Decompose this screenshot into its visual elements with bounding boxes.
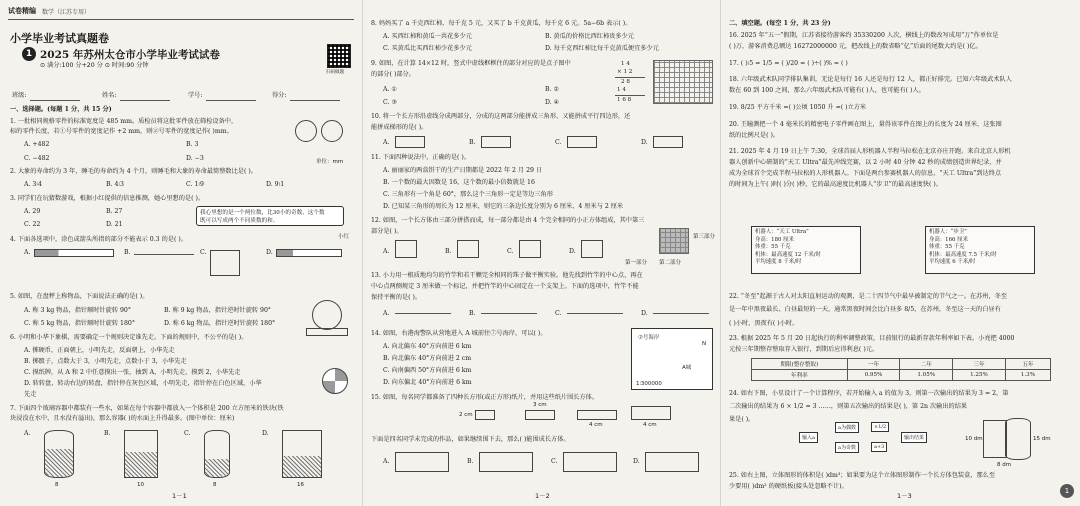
q12-cubes-d	[581, 240, 603, 258]
robot-1-height: 身高：180 厘米	[755, 236, 794, 243]
table-cell: 五年	[1005, 359, 1050, 370]
robot-1-weight: 体重：55 千克	[755, 244, 791, 250]
q4-bar-figure-d	[276, 249, 342, 257]
question-4: 4. 下面各选项中，涂色或箭头所指的部分不能表示 0.3 的是( )。	[10, 236, 187, 243]
card-dim-3: 4 cm	[589, 422, 603, 428]
water-a	[45, 449, 73, 477]
solid-dim-1: 10 dm	[965, 436, 983, 442]
q5-option-d[interactable]: D. 称 6 kg 物品，指针逆时针旋转 180°	[164, 320, 276, 327]
card-dim-1: 2 cm	[459, 412, 473, 418]
card-4x2	[577, 410, 617, 420]
q14-option-b[interactable]: B. 向北偏东 40°方向前进 2 cm	[383, 355, 472, 362]
q11-option-c[interactable]: C. 三角形有一个角是 60°，那么这个三角形一定是等边三角形	[383, 191, 553, 198]
card-4x3	[631, 406, 671, 420]
class-label: 班级:	[12, 92, 27, 99]
container-c-cylinder	[204, 430, 230, 478]
city-label: A城	[682, 365, 692, 371]
page-1-3	[720, 0, 1080, 506]
question-13: 13. 小力用一根质地均匀的竹竿和若干颗完全相同的珠子做平衡实验。他先找到竹竿的中心点，再在	[371, 272, 643, 279]
q7-option-a[interactable]: A.	[24, 430, 31, 437]
q10-option-a[interactable]: A.	[383, 139, 390, 146]
qr-label: 扫码做题	[326, 70, 344, 75]
question-25-cont: 少要用( )dm² 的硬纸板(接头处忽略不计)。	[729, 483, 848, 490]
robot-card-tiangong	[751, 226, 861, 274]
q15-net-c	[563, 452, 617, 472]
table-cell: 期限(整存整取)	[752, 359, 848, 370]
q10-option-c[interactable]: C.	[555, 139, 562, 146]
question-12: 12. 如图，一个长方体由三部分拼搭而成，每一部分都是由 4 个完全相同的小正方体组成，其中第三	[371, 217, 645, 224]
character-name: 小红	[338, 234, 350, 240]
q12-label-1: 第一部分	[625, 260, 648, 266]
question-11: 11. 下面四种说法中，正确的是( )。	[371, 154, 471, 161]
q6-option-d[interactable]: D. 转转盘，转动右边的转盘，指针停在灰色区域，小明先走，指针停在白色区域，小华	[24, 380, 262, 387]
q10-option-b[interactable]: B.	[469, 139, 476, 146]
q14-map-figure	[631, 328, 713, 390]
gear-2-icon	[321, 120, 343, 142]
spinner-icon	[322, 368, 348, 394]
water-d	[283, 456, 321, 477]
question-7: 7. 下面四个玻璃容器中都装有一些水，如果在每个容器中都放入一个体积是 200 立方厘米的铁块(铁	[10, 405, 284, 412]
container-a-cylinder	[44, 430, 74, 478]
table-row	[752, 370, 1051, 381]
flow-add3: a+3	[871, 442, 887, 452]
question-19: 19. 8/25 平方千米 =( )公顷 1050 升 =( )立方米	[729, 104, 867, 111]
table-cell: 1.25%	[953, 370, 1006, 381]
q10-rect-a	[395, 136, 425, 148]
card-3x2	[525, 410, 555, 420]
question-5: 5. 如图，在盘秤上称物品，下面说法正确的是( )。	[10, 293, 149, 300]
question-20: 20. 王瞳测把一个 4 毫米长的精密电子零件画在图上，量得该零件在图上的长度为 24 厘米，这张图	[729, 121, 1002, 128]
question-9-cont: 的部分( )部分。	[371, 71, 415, 78]
vertical-multiplication: 1 4 × 1 2 2 8 1 4 1 6 8	[615, 60, 647, 104]
q13-option-b[interactable]: B.	[469, 310, 476, 317]
q12-option-a[interactable]: A.	[383, 248, 390, 255]
flow-half: ×1/2	[871, 422, 889, 432]
q14-option-d[interactable]: D. 向东偏北 40°方向前进 6 km	[383, 379, 472, 386]
map-scale: 1∶300000	[636, 381, 662, 387]
q12-label-2: 第二部分	[659, 260, 682, 266]
container-b-cube	[124, 430, 158, 478]
flow-output: 输出结果	[901, 432, 927, 443]
q12-cubes-b	[457, 240, 479, 258]
q7-option-d[interactable]: D.	[262, 430, 269, 437]
q12-option-c[interactable]: C.	[507, 248, 514, 255]
question-13-cont: 中心点两侧规定 3 厘米做一个标记，并把竹竿的中心固定在一个支架上。下面的选项中，竹竿不能	[371, 283, 639, 290]
q15-net-b	[479, 452, 533, 472]
question-21-cont3: 的时间为上午( )时( )分( )秒，它的最高速度比机器人“步卫”的最高速度快( )。	[729, 181, 942, 188]
question-14: 14. 如图，右港海警队从营地进入 A 城前往⑦号海岸，可以( )。	[371, 330, 547, 337]
q10-rect-d	[653, 136, 683, 148]
solid-dim-3: 8 dm	[997, 462, 1012, 468]
q10-rect-c	[567, 136, 597, 148]
dot-grid-figure	[653, 60, 713, 104]
question-12-cont: 部分是( )。	[371, 228, 403, 235]
page-number: 1－3	[897, 492, 912, 500]
dim-c: 8	[213, 482, 217, 488]
robot-2-weight: 体重：55 千克	[929, 244, 965, 250]
q12-cubes-c	[519, 240, 541, 258]
q13-beam-d	[653, 313, 709, 314]
q15-option-c[interactable]: C.	[551, 458, 558, 465]
q2-option-c[interactable]: C. 1∶9	[186, 181, 204, 188]
robot-2-name: 机器人：“步卫”	[929, 229, 967, 235]
q6-option-d-cont: 先走	[24, 391, 37, 398]
section-title: 小学毕业考试真题卷	[10, 32, 109, 45]
q8-option-a[interactable]: A. 买西红柿和黄瓜一共花多少元	[383, 33, 472, 40]
question-24-cont: 二次输出的结果为 6 × 1/2 = 3 ……，则第五次输出的结果是( )，第 2n 次输出的结果	[729, 403, 968, 410]
card-dim-2: 3 cm	[533, 402, 547, 408]
name-label: 姓名:	[102, 92, 117, 99]
question-21-cont2: 成为全球首个完成半程马拉松的人形机器人。下面是两台参赛机器人的信息，“天工 Ultra”到达终点	[729, 170, 1002, 177]
question-22: 22. “冬至”起源于古人对太阳直射运动的观测，是二十四节气中最早被制定的节气之一。在苏州，冬至	[729, 293, 1008, 300]
brand-name: 试卷精编	[8, 7, 36, 15]
scale-base	[306, 328, 348, 336]
solid-dim-2: 15 dm	[1033, 436, 1051, 442]
name-field[interactable]	[120, 100, 170, 101]
q14-option-a[interactable]: A. 向北偏东 40°方向前进 6 km	[383, 343, 472, 350]
card-2x2	[475, 410, 495, 420]
id-label: 学号:	[188, 92, 203, 99]
q12-option-d[interactable]: D.	[569, 248, 576, 255]
page-1-2	[362, 0, 720, 506]
q6-option-b[interactable]: B. 掷骰子，点数大于 3，小明先走，点数小于 3，小华先走	[24, 358, 187, 365]
page-number: 1－2	[535, 492, 550, 500]
question-13-cont2: 保持平衡的是( )。	[371, 294, 422, 301]
robot-2-maxspeed: 机体：最高速度 7.5 千米/时	[929, 251, 997, 258]
question-18: 18. 六年级武术队同学排队集训，无论是每行 16 人还是每行 12 人，都正好排完。已知六年级武术队人	[729, 76, 1012, 83]
dim-a: 8	[55, 482, 59, 488]
q5-option-b[interactable]: B. 称 9 kg 物品，指针逆时针旋转 90°	[164, 307, 272, 314]
q11-option-d[interactable]: D. 已知某三角形的周长为 12 厘米，则它的三条边长度分别为 6 厘米、4 厘米与 2 厘米	[383, 203, 624, 210]
water-c	[205, 459, 229, 477]
part-heading: 一、选择题。(每题 1 分，共 15 分)	[10, 106, 112, 113]
north-arrow-icon: N	[702, 341, 707, 347]
bubble-text: 我心里想的是一个两位数，比30小的奇数，这个数	[200, 210, 325, 216]
q11-option-b[interactable]: B. 一个数的最大因数是 16，这个数的最小倍数就是 16	[383, 179, 535, 186]
q4-bar-figure	[34, 249, 114, 257]
robot-1-name: 机器人：“天工 Ultra”	[755, 229, 809, 235]
q7-option-b[interactable]: B.	[104, 430, 111, 437]
class-field[interactable]	[30, 100, 80, 101]
q12-label-3: 第三部分	[693, 234, 716, 240]
question-21-cont: 器人创新中心研制的“天工 Ultra”最先冲线完赛，以 2 小时 40 分钟 42 秒的成绩创造世界纪录，并	[729, 159, 1002, 166]
q15-option-b[interactable]: B.	[467, 458, 474, 465]
question-20-cont: 纸的比例尺是( )。	[729, 132, 780, 139]
q12-cuboid	[659, 228, 689, 254]
part-heading: 二、填空题。(每空 1 分，共 23 分)	[729, 20, 831, 27]
figure-unit: 单位：mm	[316, 159, 344, 165]
dim-d: 16	[297, 482, 304, 488]
question-24-cont2: 果是( )。	[729, 416, 755, 423]
id-field[interactable]	[206, 100, 256, 101]
exam-meta: ⊙ 满分:100 分+20 分 ⊙ 时间:90 分钟	[40, 62, 149, 69]
water-b	[125, 452, 157, 477]
dim-b: 10	[137, 482, 144, 488]
coast-label: ⑦号海岸	[638, 335, 660, 341]
question-22-cont: 是一年中黑夜最长、白昼最短的一天，通常黑夜时间会比白昼多 8/5，在苏州，冬至这一天的白昼有	[729, 306, 1001, 313]
interest-rate-table	[751, 358, 1051, 381]
q15-option-a[interactable]: A.	[383, 458, 390, 465]
robot-2-height: 身高：166 厘米	[929, 236, 968, 243]
question-23: 23. 根据 2025 年 5 月 20 日起执行的利率调整政策，目前银行的最新存款年利率如下表。小亮把 4000	[729, 335, 1015, 342]
question-7-cont: 块浸没在水中，且水没有溢出)，那么容器( )的水面上升得最多。(图中单位：厘米)	[10, 415, 235, 422]
q2-option-b[interactable]: B. 4∶3	[106, 181, 124, 188]
solid-half-cylinder	[1005, 418, 1031, 460]
q12-option-b[interactable]: B.	[445, 248, 452, 255]
q5-option-a[interactable]: A. 称 3 kg 物品，指针顺时针旋转 90°	[24, 307, 131, 314]
q7-option-c[interactable]: C.	[184, 430, 191, 437]
q6-option-c[interactable]: C. 摸纸牌，从 A 和 2 中任意摸出一张，抽到 A，小明先走，摸到 2，小华先走	[24, 369, 241, 376]
q13-option-c[interactable]: C.	[555, 310, 562, 317]
page-1-1	[0, 0, 362, 506]
question-6: 6. 小明和小华下象棋，需要确定一个规则决定谁先走。下面的规则中，不公平的是( )。	[10, 334, 248, 341]
flow-odd: a为奇数	[835, 442, 859, 453]
question-9: 9. 如图，在计算 14×12 时，竖式中虚线框框住的部分对应的是点子图中	[371, 60, 571, 67]
q4-number-line	[134, 254, 194, 255]
q15-net-d	[645, 452, 699, 472]
exam-number-badge: 1	[22, 47, 36, 61]
robot-1-maxspeed: 机体：最高速度 12 千米/时	[755, 251, 822, 258]
score-field[interactable]	[290, 100, 340, 101]
q9-option-b[interactable]: B. ②	[545, 86, 560, 93]
q10-option-d[interactable]: D.	[641, 139, 648, 146]
gear-1-icon	[295, 120, 317, 142]
table-cell: 一年	[847, 359, 900, 370]
card-dim-4: 4 cm	[643, 422, 657, 428]
header-bar	[8, 4, 90, 18]
scale-dial-icon	[312, 300, 342, 330]
question-15: 15. 如图，每名同学都准备了四种长方形(或正方形)纸片，并用这些纸片围长方体。	[371, 394, 599, 401]
robot-1-avgspeed: 平均速度 8 千米/时	[755, 259, 802, 265]
table-cell: 0.95%	[847, 370, 900, 381]
table-cell: 年利率	[752, 370, 848, 381]
page-number: 1－1	[172, 492, 187, 500]
q14-option-c[interactable]: C. 向南偏西 50°方向前进 6 km	[383, 367, 472, 374]
table-cell: 1.05%	[900, 370, 953, 381]
header-rule	[8, 19, 354, 20]
question-3: 3. 同学们在玩猜数游戏，根据小红提供的信息推测，她心里想的是( )。	[10, 195, 205, 202]
question-16: 16. 2025 年“五一”假期，江苏省接待游客约 35330200 人次，横线上的数改写成用“万”作单位是	[729, 32, 999, 39]
q1-option-a[interactable]: A. +482	[24, 141, 50, 148]
question-22-cont2: ( )小时，黑夜有( )小时。	[729, 320, 799, 327]
q4-option-a[interactable]: A.	[24, 249, 31, 256]
q9-option-c[interactable]: C. ③	[383, 99, 397, 106]
speech-bubble	[196, 206, 344, 226]
table-cell: 1.3%	[1005, 370, 1050, 381]
question-1: 1. 一批相同规格零件的标准宽度是 485 mm。质检员将这批零件放在筛检设备中，	[10, 118, 238, 125]
q4-abacus	[210, 250, 240, 276]
robot-2-avgspeed: 平均速度 6 千米/时	[929, 259, 976, 265]
q12-cubes-a	[395, 240, 417, 258]
solid-cuboid	[983, 420, 1007, 458]
q3-option-d[interactable]: D. 21	[106, 221, 123, 228]
question-8: 8. 妈妈买了 a 千克西红柿，每千克 5 元，又买了 b 千克黄瓜，每千克 6 元。5a−6b 表示( )。	[371, 20, 632, 27]
question-21: 21. 2025 年 4 月 19 日上午 7:30，全球首届人形机器人半程马拉松在北京亦庄开跑。来自北京人形机	[729, 148, 1011, 155]
q11-option-a[interactable]: A. 丽丽家的两盒饼干的生产日期都是 2022 年 2 月 29 日	[383, 167, 543, 174]
q13-beam-a	[395, 313, 451, 314]
exam-title: 2025 年苏州太仓市小学毕业考试试卷	[40, 49, 220, 61]
q2-option-a[interactable]: A. 3∶4	[24, 181, 42, 188]
q6-option-a[interactable]: A. 掷硬币，正面朝上，小明先走，反面朝上，小华先走	[24, 347, 175, 354]
q3-option-b[interactable]: B. 27	[106, 208, 123, 215]
question-24: 24. 如右下图，小星设计了一个计算程序，若开始输入 a 的值为 3，则第一次输出的结果为 3 = 2，第	[729, 390, 1009, 397]
container-d-box	[282, 430, 322, 478]
table-cell: 二年	[900, 359, 953, 370]
question-16-cont: ( )万，游客消费总额达 16272000000 元，把改线上的数省略“亿”后面的尾数大约是( )亿。	[729, 43, 982, 50]
q8-option-c[interactable]: C. 买黄瓜比买西红柿少花多少元	[383, 45, 472, 52]
question-18-cont: 数在 60 到 100 之间，那么六年级武术队可能有( )人，也可能有( )人。	[729, 87, 925, 94]
score-label: 得分:	[272, 92, 287, 99]
qr-code-icon[interactable]	[327, 44, 351, 68]
question-2: 2. 大象的寿命约为 3 年，睡毛的寿命约为 4 个月，则睡毛和大象的寿命最简整数比是( )。	[10, 168, 257, 175]
q8-option-d[interactable]: D. 每千克西红柿比每千克黄瓜便宜多少元	[545, 45, 659, 52]
q4-option-c[interactable]: C.	[200, 249, 207, 256]
q5-option-c[interactable]: C. 称 5 kg 物品，指针顺时针旋转 180°	[24, 320, 135, 327]
table-cell: 三年	[953, 359, 1006, 370]
q1-option-d[interactable]: D. −3	[186, 155, 204, 162]
q2-option-d[interactable]: D. 9∶1	[266, 181, 285, 188]
question-1-cont: 标的零件长度，若①号零件的宽度记作 +2 mm，则②号零件的宽度记作( )mm。	[10, 128, 233, 135]
question-15-cont: 下面是四名同学未完成的作品，如果继续围下去，那么( )能围成长方体。	[371, 436, 570, 443]
q8-option-b[interactable]: B. 黄瓜的价格比西红柿贵多少元	[545, 33, 634, 40]
question-10-cont: 能拼成梯形的是( )。	[371, 124, 428, 131]
q9-option-d[interactable]: D. ④	[545, 99, 560, 106]
question-10: 10. 将一个长方形沿虚线分成两部分，分成的这两部分能拼成三角形、又能拼成平行四边形，还	[371, 113, 631, 120]
robot-card-buwei	[925, 226, 1035, 274]
series-subtitle: 数学（江苏专用）	[42, 8, 91, 16]
q1-option-b[interactable]: B. 3	[186, 141, 199, 148]
brand-logo	[8, 8, 36, 14]
q3-option-c[interactable]: C. 22	[24, 221, 41, 228]
rate-table-header	[752, 359, 1051, 370]
page-badge: 1	[1060, 484, 1074, 498]
q4-option-b[interactable]: B.	[124, 249, 131, 256]
q13-option-d[interactable]: D.	[641, 310, 648, 317]
q13-option-a[interactable]: A.	[383, 310, 390, 317]
q1-option-c[interactable]: C. −482	[24, 155, 50, 162]
q9-option-a[interactable]: A. ①	[383, 86, 397, 93]
q15-net-a	[395, 452, 449, 472]
q13-beam-c	[567, 313, 623, 314]
q3-option-a[interactable]: A. 29	[24, 208, 41, 215]
q15-option-d[interactable]: D.	[633, 458, 640, 465]
flow-even: a为偶数	[835, 422, 859, 433]
question-23-cont: 元按三年期整存整取存入银行，到期后应得利息( )元。	[729, 346, 879, 353]
q10-rect-b	[481, 136, 511, 148]
question-17: 17. ( )∶5 = 1/5 = ( )/20 = ( )÷( )% = ( )	[729, 60, 848, 67]
bubble-text-2: 既可以写成两个不同质数的和。	[200, 218, 279, 224]
question-25: 25. 如右上图，立体图形的体积是( )dm³；如果要为这个立体图形制作一个长方体包装盒，那么至	[729, 472, 996, 479]
flow-input: 输入a	[799, 432, 818, 443]
q13-beam-b	[481, 313, 537, 314]
q4-option-d[interactable]: D.	[266, 249, 273, 256]
